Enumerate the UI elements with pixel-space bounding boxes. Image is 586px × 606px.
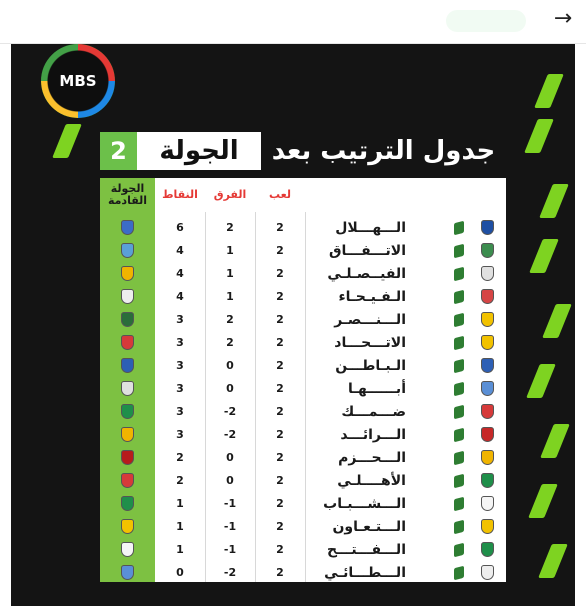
next-opponent-crest-icon: [121, 542, 134, 557]
flag-icon: [454, 428, 464, 443]
team-crest-icon: [481, 519, 494, 534]
cell-points: 3: [176, 313, 184, 326]
flag-icon: [454, 474, 464, 489]
cell-played: 2: [276, 497, 284, 510]
flag-icon: [454, 382, 464, 397]
decorative-stripe: [529, 239, 559, 273]
cell-points: 3: [176, 359, 184, 372]
decorative-stripe: [526, 364, 556, 398]
table-row: [100, 216, 506, 239]
decorative-stripe: [538, 544, 568, 578]
team-name: الـبـاطـــن: [335, 357, 406, 374]
cell-points: 4: [176, 267, 184, 280]
flag-icon: [454, 451, 464, 466]
cell-played: 2: [276, 566, 284, 579]
cell-points: 3: [176, 382, 184, 395]
decorative-stripe: [534, 74, 564, 108]
table-header: [100, 178, 506, 212]
cell-points: 1: [176, 520, 184, 533]
flag-icon: [454, 290, 464, 305]
table-row: [100, 354, 506, 377]
header-points: النقاط: [162, 188, 198, 201]
team-name: الـــتـعـاون: [332, 518, 406, 535]
cell-points: 3: [176, 405, 184, 418]
team-name: الأهــــلـي: [337, 472, 406, 489]
next-opponent-crest-icon: [121, 335, 134, 350]
next-opponent-crest-icon: [121, 312, 134, 327]
table-row: [100, 492, 506, 515]
next-opponent-crest-icon: [121, 450, 134, 465]
cell-points: 3: [176, 428, 184, 441]
poster-title: [100, 132, 506, 170]
standings-poster: [11, 44, 575, 606]
next-opponent-crest-icon: [121, 220, 134, 235]
decorative-stripe: [52, 124, 82, 158]
cell-points: 2: [176, 451, 184, 464]
team-crest-icon: [481, 266, 494, 281]
logo-text: MBS: [59, 72, 97, 90]
flag-icon: [454, 520, 464, 535]
table-row: [100, 469, 506, 492]
flag-icon: [454, 405, 464, 420]
team-crest-icon: [481, 220, 494, 235]
cell-diff: 0: [226, 382, 234, 395]
arrow-right-icon[interactable]: →: [553, 6, 573, 31]
team-crest-icon: [481, 312, 494, 327]
cell-diff: 1: [226, 267, 234, 280]
cell-played: 2: [276, 244, 284, 257]
flag-icon: [454, 497, 464, 512]
follow-button[interactable]: [446, 10, 526, 32]
table-row: [100, 308, 506, 331]
team-crest-icon: [481, 450, 494, 465]
flag-icon: [454, 336, 464, 351]
next-opponent-crest-icon: [121, 473, 134, 488]
cell-diff: 0: [226, 359, 234, 372]
team-crest-icon: [481, 289, 494, 304]
top-bar: [0, 0, 586, 44]
team-name: الـــفـــتـــح: [326, 541, 406, 558]
cell-diff: 2: [226, 313, 234, 326]
table-row: [100, 331, 506, 354]
next-opponent-crest-icon: [121, 404, 134, 419]
cell-diff: -2: [223, 566, 237, 579]
cell-played: 2: [276, 428, 284, 441]
cell-played: 2: [276, 336, 284, 349]
team-name: الاتـــحـــاد: [334, 334, 406, 351]
cell-points: 3: [176, 336, 184, 349]
cell-played: 2: [276, 405, 284, 418]
team-name: الـــهـــلال: [335, 219, 406, 236]
cell-points: 6: [176, 221, 184, 234]
cell-played: 2: [276, 290, 284, 303]
flag-icon: [454, 566, 464, 581]
cell-played: 2: [276, 543, 284, 556]
header-next-round: الجولة القادمة: [100, 178, 155, 212]
cell-diff: -2: [223, 405, 237, 418]
team-name: الـفـيـحـاء: [338, 288, 406, 305]
team-crest-icon: [481, 496, 494, 511]
cell-played: 2: [276, 359, 284, 372]
cell-diff: -1: [223, 497, 237, 510]
cell-points: 1: [176, 543, 184, 556]
team-crest-icon: [481, 473, 494, 488]
decorative-stripe: [524, 119, 554, 153]
flag-icon: [454, 244, 464, 259]
flag-icon: [454, 359, 464, 374]
team-name: الـــرائـــد: [340, 426, 406, 443]
standings-table: [100, 178, 506, 582]
decorative-stripe: [542, 304, 572, 338]
team-crest-icon: [481, 381, 494, 396]
team-crest-icon: [481, 243, 494, 258]
team-crest-icon: [481, 404, 494, 419]
cell-played: 2: [276, 520, 284, 533]
team-name: الـــشـــبـاب: [323, 495, 406, 512]
next-opponent-crest-icon: [121, 243, 134, 258]
cell-points: 4: [176, 290, 184, 303]
table-row: [100, 400, 506, 423]
flag-icon: [454, 267, 464, 282]
cell-played: 2: [276, 221, 284, 234]
next-opponent-crest-icon: [121, 266, 134, 281]
table-row: [100, 285, 506, 308]
table-row: [100, 561, 506, 584]
team-crest-icon: [481, 335, 494, 350]
cell-played: 2: [276, 382, 284, 395]
team-name: الفيــصـلـي: [327, 265, 406, 282]
flag-icon: [454, 543, 464, 558]
table-row: [100, 538, 506, 561]
next-opponent-crest-icon: [121, 358, 134, 373]
next-opponent-crest-icon: [121, 427, 134, 442]
table-row: [100, 377, 506, 400]
next-opponent-crest-icon: [121, 519, 134, 534]
cell-diff: 1: [226, 290, 234, 303]
team-crest-icon: [481, 427, 494, 442]
header-played: لعب: [269, 188, 291, 201]
flag-icon: [454, 313, 464, 328]
table-row: [100, 515, 506, 538]
cell-diff: -1: [223, 520, 237, 533]
team-name: الاتـــفـــاق: [328, 242, 406, 259]
decorative-stripe: [528, 484, 558, 518]
title-round-word: الجولة: [137, 132, 261, 170]
team-crest-icon: [481, 358, 494, 373]
cell-diff: 2: [226, 221, 234, 234]
team-name: الـــحـــزم: [338, 449, 406, 466]
cell-points: 2: [176, 474, 184, 487]
cell-points: 4: [176, 244, 184, 257]
cell-played: 2: [276, 474, 284, 487]
team-name: ضـــمـــك: [341, 403, 406, 420]
title-text: جدول الترتيب بعد: [271, 136, 496, 166]
team-name: أبــــــهـا: [347, 380, 406, 397]
table-row: [100, 446, 506, 469]
next-opponent-crest-icon: [121, 496, 134, 511]
cell-played: 2: [276, 451, 284, 464]
cell-diff: -1: [223, 543, 237, 556]
next-opponent-crest-icon: [121, 565, 134, 580]
next-opponent-crest-icon: [121, 381, 134, 396]
cell-diff: 0: [226, 451, 234, 464]
header-diff: الفرق: [213, 188, 247, 201]
team-crest-icon: [481, 565, 494, 580]
cell-diff: 0: [226, 474, 234, 487]
cell-diff: -2: [223, 428, 237, 441]
cell-points: 0: [176, 566, 184, 579]
team-name: الـــنـــصـر: [334, 311, 406, 328]
table-row: [100, 262, 506, 285]
next-opponent-crest-icon: [121, 289, 134, 304]
cell-played: 2: [276, 313, 284, 326]
flag-icon: [454, 221, 464, 236]
table-row: [100, 239, 506, 262]
decorative-stripe: [539, 184, 569, 218]
decorative-stripe: [540, 424, 570, 458]
cell-points: 1: [176, 497, 184, 510]
mbs-logo: [41, 44, 115, 118]
team-name: الـــطـــائـي: [324, 564, 406, 581]
team-crest-icon: [481, 542, 494, 557]
table-row: [100, 423, 506, 446]
cell-diff: 2: [226, 336, 234, 349]
title-round-number: 2: [100, 132, 137, 170]
cell-played: 2: [276, 267, 284, 280]
cell-diff: 1: [226, 244, 234, 257]
